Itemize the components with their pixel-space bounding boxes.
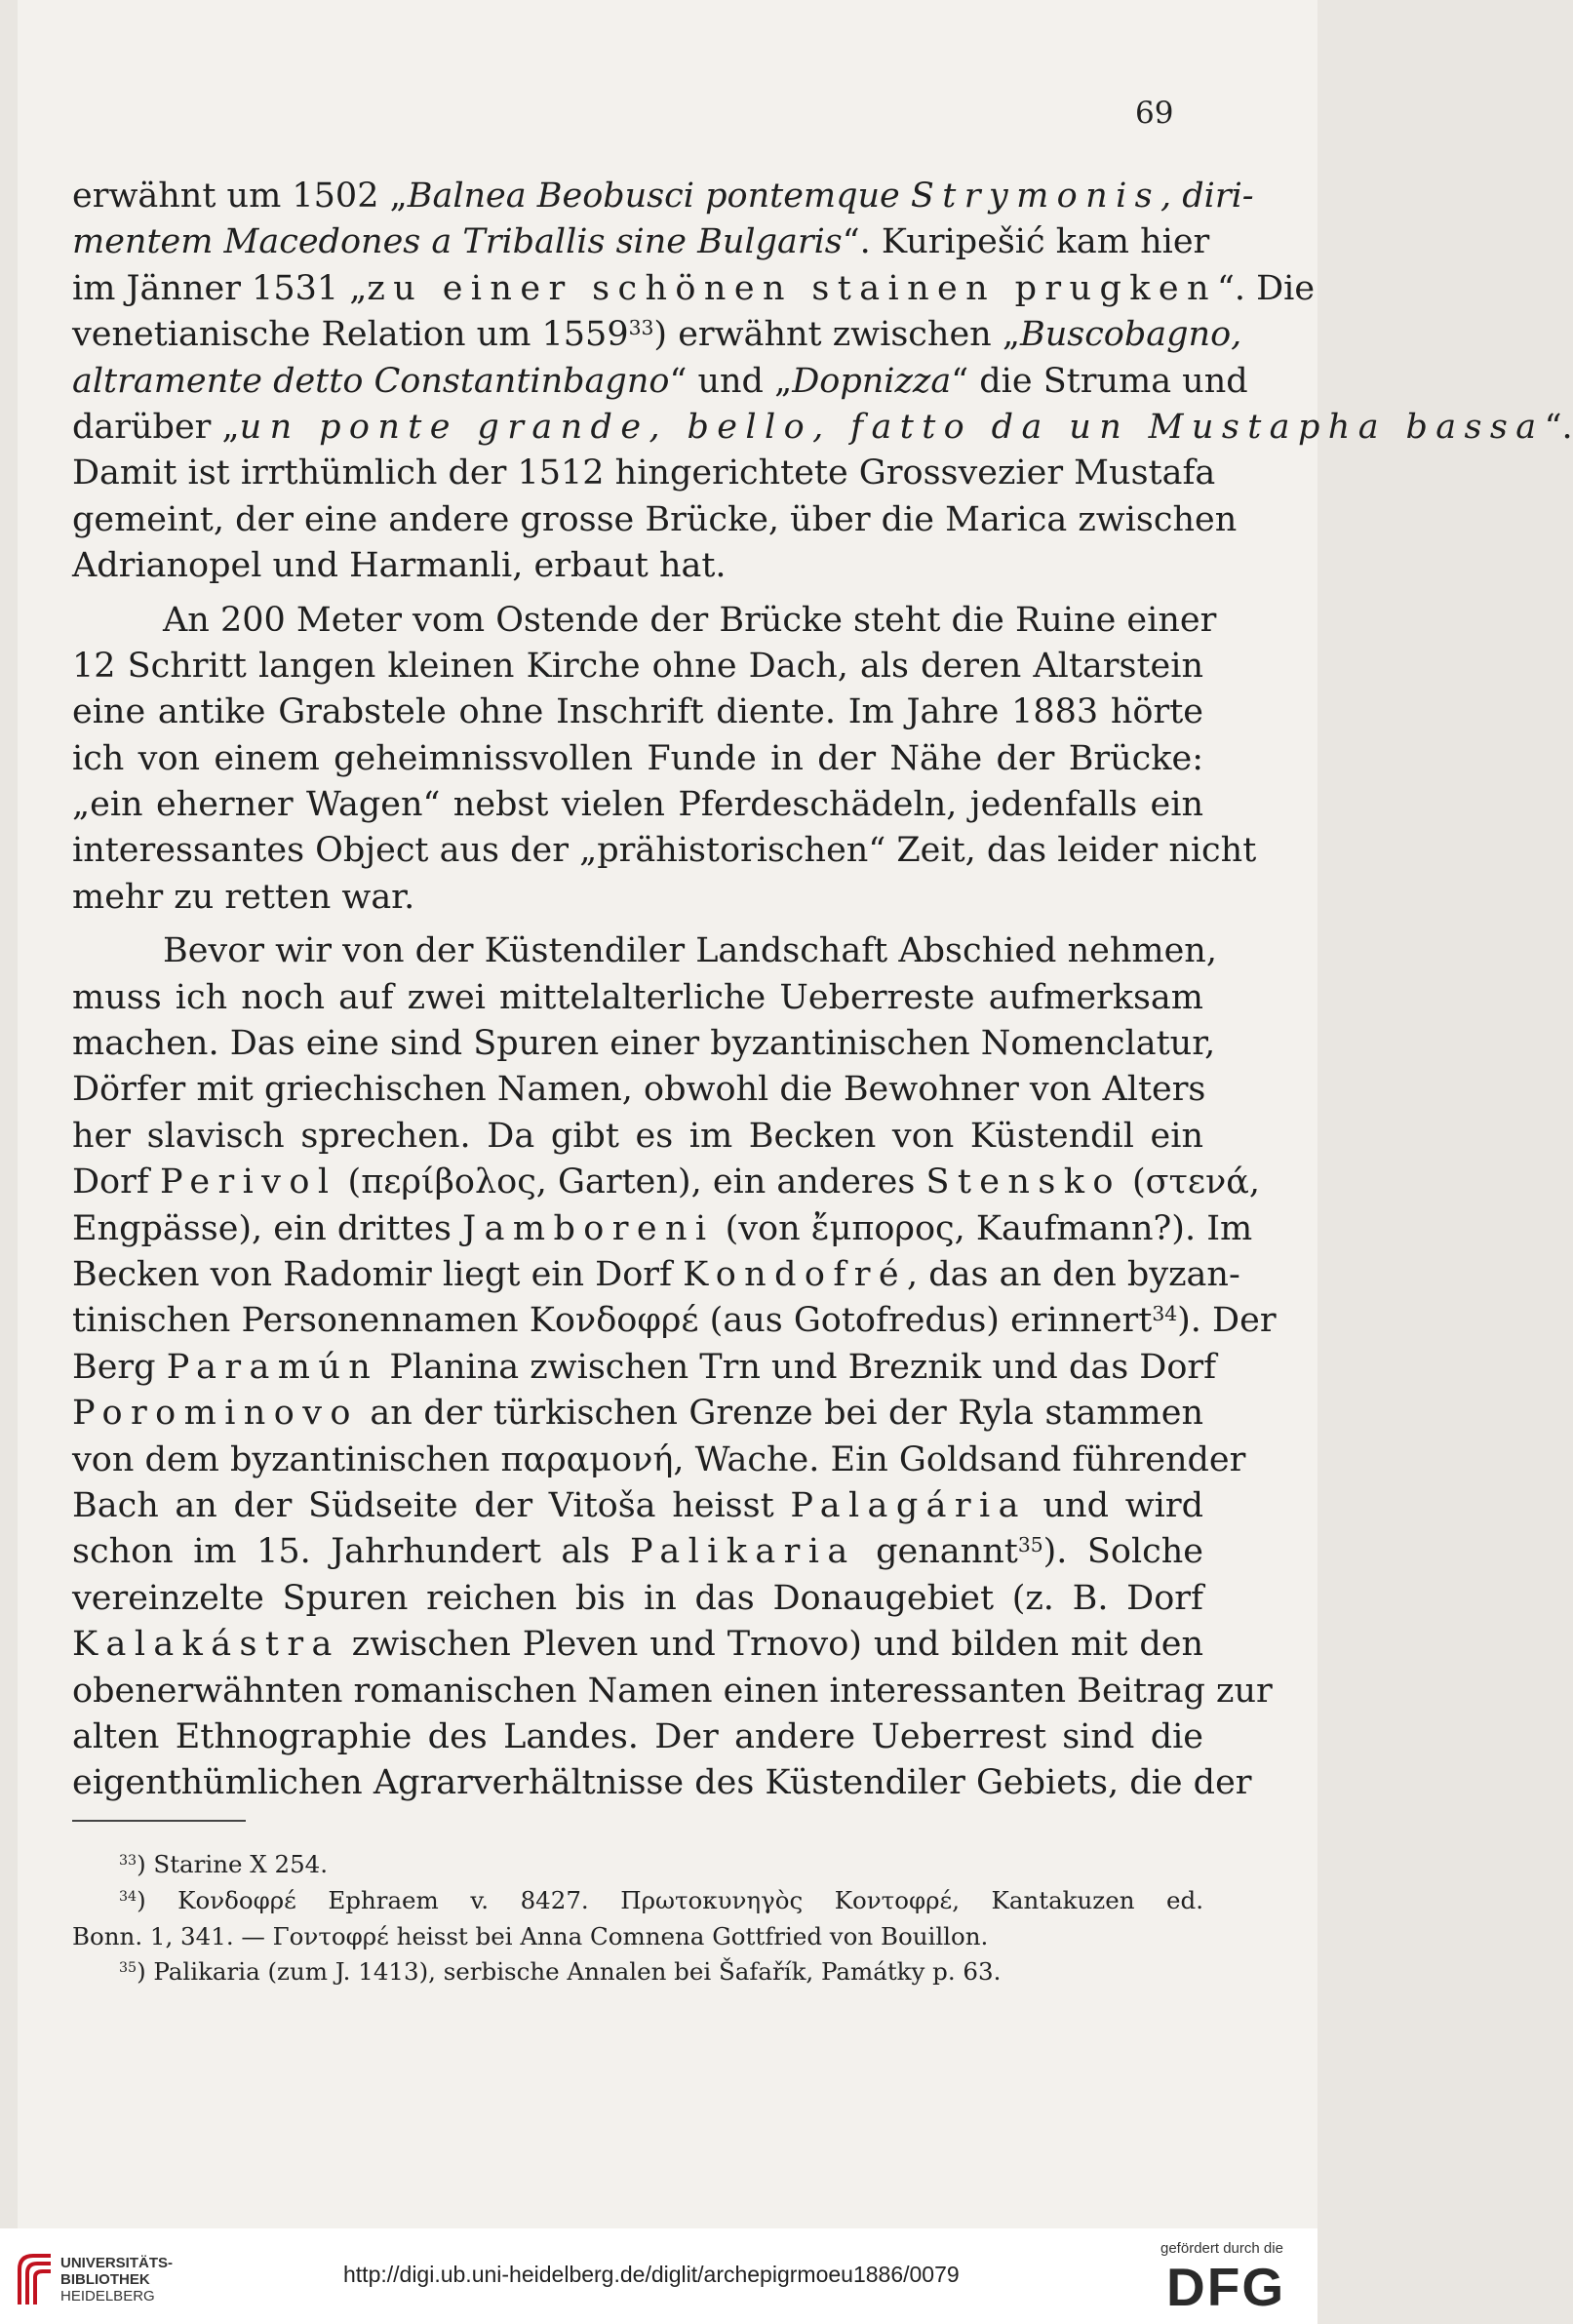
footnote-line: $^{33}$) Starine X 254. <box>119 1850 329 1878</box>
dfg-logo: DFG <box>1166 2257 1286 2317</box>
text-line: vereinzelte Spuren reichen bis in das Donaugebiet (z. B. Dorf <box>72 1578 1203 1618</box>
text-line: eine antike Grabstele ohne Inschrift diente. Im Jahre 1883 hörte <box>72 692 1203 732</box>
text-line: Kalakástra zwischen Pleven und Trnovo) und bilden mit den <box>72 1625 1203 1665</box>
university-library-name: UNIVERSITÄTS- BIBLIOTHEK HEIDELBERG <box>60 2255 174 2304</box>
text-line: Damit ist irrthümlich der 1512 hingerichtete Grossvezier Mustafa <box>72 453 1216 493</box>
footnote-line: $^{34}$) Κονδοφρέ Ephraem v. 8427. Πρωτοκυνηγὸς Κοντοφρέ, Kantakuzen ed. <box>119 1885 1203 1914</box>
page-number: 69 <box>1135 96 1174 131</box>
text-line: ich von einem geheimnissvollen Funde in der Nähe der Brücke: <box>72 738 1203 778</box>
footnote-line: Bonn. 1, 341. — Γοντοφρέ heisst bei Anna Comnena Gottfried von Bouillon. <box>72 1921 989 1950</box>
text-line: im Jänner 1531 „zu einer schönen stainen prugken“. Die <box>72 268 1316 308</box>
text-line: obenerwähnten romanischen Namen einen interessanten Beitrag zur <box>72 1671 1273 1711</box>
text-line: schon im 15. Jahrhundert als Palikaria genannt$^{35}$). Solche <box>72 1532 1203 1572</box>
text-line: „ein eherner Wagen“ nebst vielen Pferdeschädeln, jedenfalls ein <box>72 785 1203 825</box>
paragraph-gap <box>72 921 1203 928</box>
text-line: her slavisch sprechen. Da gibt es im Becken von Küstendil ein <box>72 1116 1203 1156</box>
text-line: Engpässe), ein drittes Jamboreni (von ἔμπορος, Kaufmann?). Im <box>72 1208 1253 1248</box>
footnotes <box>72 1847 1203 1990</box>
text-line: 12 Schritt langen kleinen Kirche ohne Dach, als deren Altarstein <box>72 646 1203 686</box>
footnote-ref: 33 <box>628 316 654 340</box>
footnote-ref: 34 <box>1152 1302 1178 1326</box>
text-line: tinischen Personennamen Κονδοφρέ (aus Gotofredus) erinnert$^{34}$). Der <box>72 1301 1277 1341</box>
text-line: eigenthümlichen Agrarverhältnisse des Küstendiler Gebiets, die der <box>72 1763 1252 1803</box>
text-line: venetianische Relation um 1559$^{33}$) erwähnt zwischen „Buscobagno, <box>72 315 1242 355</box>
text-line: muss ich noch auf zwei mittelalterliche Ueberreste aufmerksam <box>72 977 1203 1017</box>
text-line: Berg Paramún Planina zwischen Trn und Breznik und das Dorf <box>72 1347 1217 1387</box>
text-line: alten Ethnographie des Landes. Der andere Ueberrest sind die <box>72 1716 1203 1756</box>
main-text <box>72 174 1573 1807</box>
text-line: interessantes Object aus der „prähistorischen“ Zeit, das leider nicht <box>72 831 1257 871</box>
text-line: machen. Das eine sind Spuren einer byzantinischen Nomenclatur, <box>72 1024 1216 1064</box>
text-line: Adrianopel und Harmanli, erbaut hat. <box>72 546 727 586</box>
text-line: erwähnt um 1502 „Balnea Beobusci pontemque Strymonis, diri- <box>72 177 1254 216</box>
university-library-logo-icon <box>14 2248 55 2308</box>
footnote-ref: 35 <box>119 1960 138 1977</box>
viewer-footer-bar <box>0 2228 1317 2324</box>
text-line: mentem Macedones a Triballis sine Bulgaris“. Kuripešić kam hier <box>72 222 1210 262</box>
document-url-link[interactable]: http://digi.ub.uni-heidelberg.de/diglit/archepigrmoeu1886/0079 <box>343 2262 960 2287</box>
text-line: von dem byzantinischen παραμονή, Wache. Ein Goldsand führender <box>72 1439 1246 1479</box>
text-line: darüber „un ponte grande, bello, fatto da un Mustapha bassa“. <box>72 407 1573 447</box>
footnote-line: $^{35}$) Palikaria (zum J. 1413), serbische Annalen bei Šafařík, Památky p. 63. <box>119 1957 1002 1987</box>
text-line: An 200 Meter vom Ostende der Brücke steht die Ruine einer <box>163 600 1217 640</box>
text-line: gemeint, der eine andere grosse Brücke, über die Marica zwischen <box>72 499 1238 539</box>
funded-by-label: gefördert durch die <box>1160 2240 1283 2257</box>
footnote-ref: 34 <box>119 1888 138 1905</box>
text-line: Porominovo an der türkischen Grenze bei der Ryla stammen <box>72 1394 1203 1434</box>
scanned-page <box>18 0 1573 2228</box>
text-line: Dorf Perivol (περίβολος, Garten), ein anderes Stensko (στενά, <box>72 1162 1261 1202</box>
footnote-divider <box>72 1820 246 1822</box>
text-line: Dörfer mit griechischen Namen, obwohl die Bewohner von Alters <box>72 1070 1206 1110</box>
text-line: Bach an der Südseite der Vitoša heisst Palagária und wird <box>72 1485 1203 1525</box>
footnote-ref: 33 <box>119 1853 138 1870</box>
paragraph-gap <box>72 590 1203 598</box>
text-line: Bevor wir von der Küstendiler Landschaft Abschied nehmen, <box>163 931 1217 971</box>
footnote-ref: 35 <box>1017 1533 1043 1557</box>
text-line: mehr zu retten war. <box>72 877 415 917</box>
text-line: altramente detto Constantinbagno“ und „Dopnizza“ die Struma und <box>72 361 1248 401</box>
text-line: Becken von Radomir liegt ein Dorf Kondofré, das an den byzan- <box>72 1254 1240 1294</box>
